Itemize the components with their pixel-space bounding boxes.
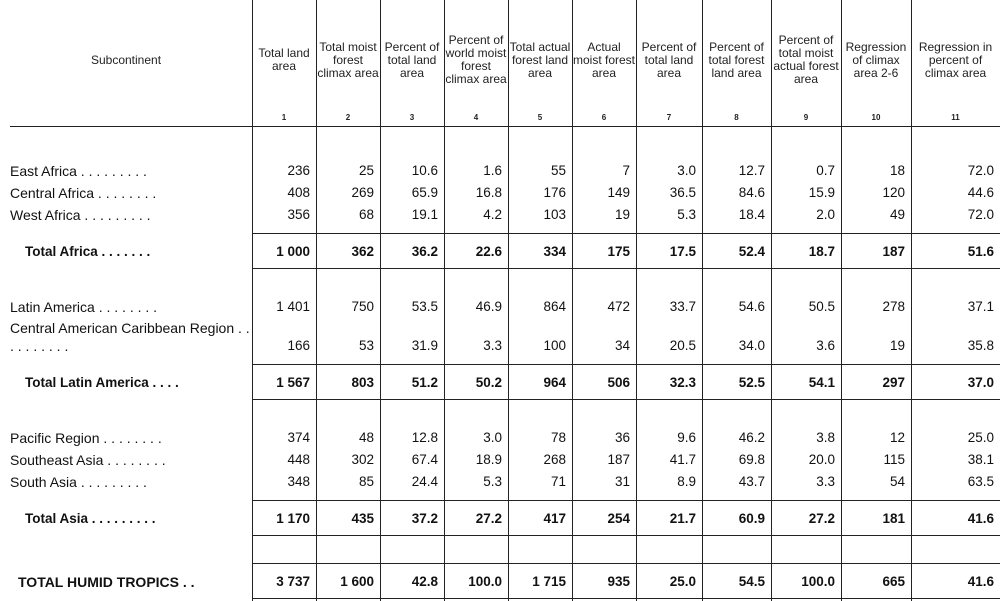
table-cell: 54	[889, 474, 905, 489]
table-cell: 348	[287, 474, 310, 489]
table-cell: 49	[889, 207, 905, 222]
row-label: Central American Caribbean Region . . . . . . . . . .	[10, 320, 250, 354]
table-cell: 18	[889, 163, 905, 178]
table-cell: 166	[287, 338, 310, 353]
table-cell: 67.4	[411, 452, 438, 467]
column-header: Percent of total land area	[384, 39, 440, 80]
row-label: Central Africa . . . . . . . .	[10, 185, 157, 201]
table-cell: 18.4	[738, 207, 765, 222]
column-number: 2	[345, 113, 351, 122]
column-header: Total actual forest land area	[509, 39, 571, 80]
table-cell: 115	[883, 452, 905, 467]
table-cell: 21.7	[669, 511, 696, 526]
column-number: 10	[871, 113, 881, 122]
table-cell: 268	[543, 452, 566, 467]
table-cell: 19.1	[411, 207, 438, 222]
table-cell: 41.6	[967, 511, 994, 526]
table-cell: 27.2	[808, 511, 835, 526]
row-label: Total Asia . . . . . . . . .	[25, 511, 156, 526]
table-cell: 506	[607, 375, 630, 390]
table-cell: 25	[358, 163, 374, 178]
table-cell: 37.1	[967, 299, 994, 314]
table-cell: 41.6	[967, 574, 994, 589]
table-cell: 84.6	[738, 185, 765, 200]
column-header: Actual moist forest area	[572, 39, 635, 80]
row-label: Total Latin America . . . .	[25, 375, 179, 390]
table-cell: 1 567	[276, 375, 310, 390]
column-header: Total land area	[258, 46, 310, 73]
table-cell: 302	[351, 452, 374, 467]
table-cell: 3.3	[483, 338, 502, 353]
table-cell: 68	[358, 207, 374, 222]
subtotal-rule-below	[252, 598, 1000, 599]
table-cell: 120	[882, 185, 905, 200]
table-cell: 3.0	[483, 430, 502, 445]
subtotal-rule-above	[252, 500, 1000, 501]
table-cell: 1 170	[276, 511, 310, 526]
column-number: 4	[473, 113, 479, 122]
table-cell: 803	[351, 375, 374, 390]
subtotal-rule-below	[252, 268, 1000, 269]
table-cell: 71	[550, 474, 566, 489]
table-cell: 54.1	[808, 375, 835, 390]
column-header: Regression of climax area 2-6	[845, 39, 907, 80]
table-cell: 31	[614, 474, 630, 489]
subtotal-rule-below	[252, 535, 1000, 536]
table-cell: 32.3	[669, 375, 696, 390]
table-cell: 176	[543, 185, 566, 200]
table-cell: 25.0	[669, 574, 696, 589]
table-cell: 356	[287, 207, 310, 222]
row-label: Southeast Asia . . . . . . . .	[10, 452, 166, 468]
table-cell: 63.5	[967, 474, 994, 489]
table-cell: 34	[614, 338, 630, 353]
table-cell: 78	[550, 430, 566, 445]
table-cell: 50.2	[475, 375, 502, 390]
table-cell: 100	[543, 338, 566, 353]
table-cell: 36.5	[669, 185, 696, 200]
table-cell: 864	[543, 299, 566, 314]
table-cell: 3.3	[816, 474, 835, 489]
row-label: South Asia . . . . . . . . .	[10, 474, 147, 490]
table-cell: 408	[287, 185, 310, 200]
table-cell: 52.4	[738, 244, 765, 259]
table-cell: 65.9	[411, 185, 438, 200]
table-cell: 12	[889, 430, 905, 445]
table-cell: 18.7	[808, 244, 835, 259]
table-cell: 17.5	[669, 244, 696, 259]
table-cell: 9.6	[677, 430, 696, 445]
table-cell: 31.9	[411, 338, 438, 353]
row-label: West Africa . . . . . . . . .	[10, 207, 151, 223]
table-cell: 72.0	[967, 207, 994, 222]
row-label: TOTAL HUMID TROPICS . .	[18, 574, 195, 590]
table-cell: 3 737	[276, 574, 310, 589]
table-cell: 25.0	[967, 430, 994, 445]
table-cell: 20.0	[808, 452, 835, 467]
table-cell: 35.8	[967, 338, 994, 353]
subtotal-rule-above	[252, 364, 1000, 365]
row-label: Pacific Region . . . . . . . .	[10, 430, 162, 446]
column-number: 9	[803, 113, 809, 122]
table-cell: 448	[287, 452, 310, 467]
table-cell: 5.3	[677, 207, 696, 222]
table-cell: 51.6	[967, 244, 994, 259]
table-cell: 46.9	[475, 299, 502, 314]
column-header: Percent of total land area	[641, 39, 697, 80]
table-cell: 2.0	[816, 207, 835, 222]
table-cell: 42.8	[411, 574, 438, 589]
column-header: Percent of world moist forest climax area	[445, 33, 507, 86]
header-subcontinent: Subcontinent	[90, 52, 162, 67]
column-header: Percent of total moist actual forest area	[773, 33, 839, 86]
table-cell: 100.0	[468, 574, 502, 589]
table-cell: 7	[622, 163, 630, 178]
row-label: East Africa . . . . . . . . .	[10, 163, 147, 179]
table-cell: 4.2	[483, 207, 502, 222]
table-cell: 103	[543, 207, 566, 222]
column-header: Total moist forest climax area	[317, 39, 379, 80]
table-cell: 33.7	[669, 299, 696, 314]
column-number: 11	[951, 113, 960, 122]
table-cell: 3.0	[677, 163, 696, 178]
table-cell: 55	[550, 163, 566, 178]
table-cell: 435	[351, 511, 374, 526]
header-rule	[10, 126, 1000, 127]
column-number: 3	[409, 113, 415, 122]
table-cell: 269	[351, 185, 374, 200]
table-cell: 38.1	[967, 452, 994, 467]
table-cell: 69.8	[738, 452, 765, 467]
table-cell: 374	[287, 430, 310, 445]
table-cell: 19	[889, 338, 905, 353]
table-cell: 53	[358, 338, 374, 353]
table-cell: 297	[882, 375, 905, 390]
table-cell: 1 000	[276, 244, 310, 259]
table-cell: 100.0	[801, 574, 835, 589]
table-cell: 362	[351, 244, 374, 259]
table-cell: 36.2	[411, 244, 438, 259]
table-cell: 665	[882, 574, 905, 589]
table-cell: 334	[543, 244, 566, 259]
column-number: 1	[281, 113, 287, 122]
table-cell: 278	[882, 299, 905, 314]
table-cell: 175	[607, 244, 630, 259]
table-cell: 85	[358, 474, 374, 489]
table-cell: 53.5	[411, 299, 438, 314]
table-cell: 964	[543, 375, 566, 390]
table-cell: 12.8	[411, 430, 438, 445]
table-cell: 3.8	[816, 430, 835, 445]
table-cell: 417	[543, 511, 566, 526]
table-cell: 5.3	[483, 474, 502, 489]
column-number: 8	[734, 113, 739, 122]
subtotal-rule-above	[252, 563, 1000, 564]
table-cell: 187	[882, 244, 905, 259]
table-cell: 51.2	[411, 375, 438, 390]
column-number: 7	[666, 113, 672, 122]
table-cell: 46.2	[738, 430, 765, 445]
table-cell: 0.7	[816, 163, 835, 178]
column-header: Regression in percent of climax area	[918, 39, 993, 80]
table-cell: 37.0	[967, 375, 994, 390]
table-cell: 34.0	[738, 338, 765, 353]
table-cell: 472	[607, 299, 630, 314]
table-cell: 36	[614, 430, 630, 445]
table-cell: 48	[358, 430, 374, 445]
table-cell: 254	[607, 511, 630, 526]
table-cell: 1.6	[483, 163, 502, 178]
table-cell: 50.5	[808, 299, 835, 314]
row-label: Latin America . . . . . . . .	[10, 299, 158, 315]
table-cell: 181	[882, 511, 905, 526]
table-cell: 37.2	[411, 511, 438, 526]
subtotal-rule-above	[252, 233, 1000, 234]
table-cell: 8.9	[677, 474, 696, 489]
table-cell: 12.7	[738, 163, 765, 178]
table-cell: 20.5	[669, 338, 696, 353]
table-cell: 41.7	[669, 452, 696, 467]
table-cell: 60.9	[738, 511, 765, 526]
table-cell: 15.9	[808, 185, 835, 200]
table-cell: 16.8	[475, 185, 502, 200]
table-cell: 43.7	[738, 474, 765, 489]
table-cell: 27.2	[475, 511, 502, 526]
column-header: Percent of total forest land area	[708, 39, 765, 80]
table-cell: 149	[607, 185, 630, 200]
column-number: 6	[601, 113, 607, 122]
table-cell: 3.6	[816, 338, 835, 353]
table-cell: 1 715	[532, 574, 566, 589]
table-cell: 54.5	[738, 574, 765, 589]
table-cell: 54.6	[738, 299, 765, 314]
table-cell: 44.6	[967, 185, 994, 200]
table-cell: 19	[614, 207, 630, 222]
table-cell: 187	[607, 452, 630, 467]
table-cell: 52.5	[738, 375, 765, 390]
table-cell: 10.6	[411, 163, 438, 178]
row-label: Total Africa . . . . . . .	[25, 244, 151, 259]
table-cell: 22.6	[475, 244, 502, 259]
table-cell: 24.4	[411, 474, 438, 489]
table-cell: 750	[351, 299, 374, 314]
table-cell: 1 600	[340, 574, 374, 589]
subtotal-rule-below	[252, 399, 1000, 400]
table-cell: 236	[287, 163, 310, 178]
table-cell: 18.9	[475, 452, 502, 467]
table-cell: 72.0	[967, 163, 994, 178]
table-cell: 1 401	[276, 299, 310, 314]
table-cell: 935	[607, 574, 630, 589]
column-number: 5	[537, 113, 543, 122]
